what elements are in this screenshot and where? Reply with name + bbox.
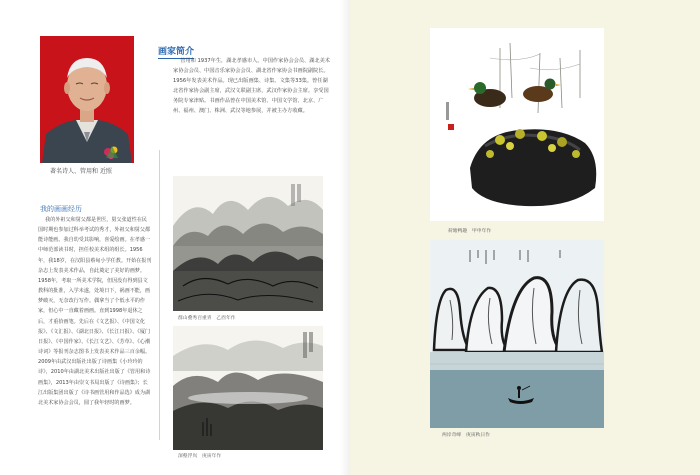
painting-caption: 荷塘鸭趣 甲申年作 <box>448 229 492 234</box>
history-heading: 我的画画经历 <box>40 205 82 213</box>
author-portrait-photo <box>40 36 134 163</box>
history-paragraph: 我的外祖父和舅父都是世医，舅父张道性在民国时期也参加过科举考试的秀才，外祖父和舅父都能诗能画。我自幼受其影响，喜爱绘画。在孝感一中师范部读书时，担任校美术组的组长。1956年，我18岁，在汉阳县蔡甸小学任教。开始在报刊杂志上发表美术作品，自此奠定了美好的画梦。1958年，考取一所美术学院，但因没有得到县文教科的批准，入学未遂，处境日下，祸画不能，画梦破灭，无奈改行写作。偶拿当了个低水平的作家，但心中一直藏着画画。直到1998年退休之后，才重拾画笔。先后在《文艺报》、《中国文化报》、《文汇报》、《湖北日报》、《长江日报》、《厦门日报》、《中国作家》、《长江文艺》、《芳草》、《心潮诗词》等报刊杂志图书上发表美术作品三百余幅。2009年由武汉出版社出版了诗画集《小玲玲的诗》，2010年由湖北美术出版社出版了《管用和诗画集》，2013年由崇文书局出版了《诗画集》；长江出版集团出版了《诗书画管用和作品选》成为湖北美术家协会会员，圆了我年轻时的画梦。 <box>38 217 152 406</box>
painting-mountains <box>173 176 323 311</box>
portrait-caption: 著名诗人、管用和 近照 <box>50 168 112 175</box>
history-text <box>38 215 152 408</box>
bio-text <box>173 56 331 116</box>
column-divider <box>159 150 160 440</box>
book-spine <box>340 0 350 475</box>
painting-caption: 深壑浮岚 庚寅年作 <box>178 454 222 459</box>
painting-ducks-lotus <box>430 28 604 221</box>
bio-heading: 画家简介 <box>158 44 194 59</box>
painting-cliffs-boat <box>430 240 604 428</box>
painting-caption: 两岸奇峰 庚寅秋日作 <box>442 433 490 438</box>
painting-caption: 群山叠秀百重青 乙酉年作 <box>178 316 236 321</box>
painting-misty-valley <box>173 326 323 450</box>
bio-paragraph: 管用和 1937年生，湖北孝感市人。中国作家协会会员、湖北美术家协会会员、中国音乐家协会会员、湖北省作家协会书画院副院长。1956年发表美术作品。现已出版画集、诗集、文集等33集。曾任湖北省作家协会副主席，武汉文联副主席，武汉作家协会主席。享受国务院专家津贴。书画作品曾在中国美术馆、中国文学馆、北京、广州、福州、澳门、株洲、武汉等地参展，并被主办方收藏。 <box>173 58 330 114</box>
